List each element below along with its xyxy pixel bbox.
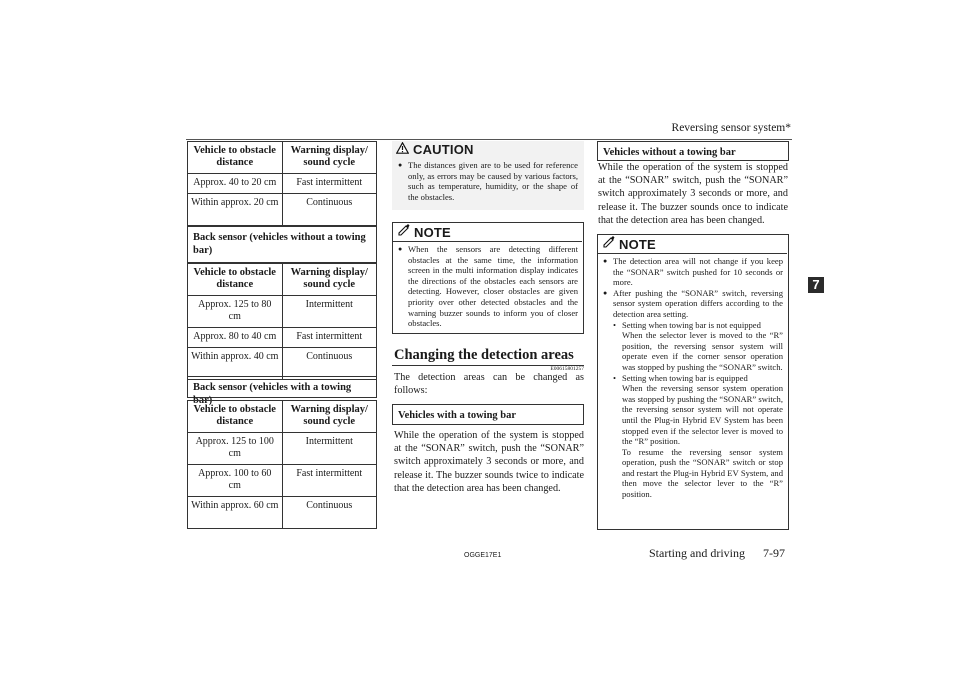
subsection-title-with-tow: Vehicles with a towing bar (392, 404, 584, 425)
note-header-rule (393, 241, 582, 242)
caution-item (392, 158, 584, 202)
table-cell: Continuous (282, 194, 377, 226)
table-back-tow (187, 400, 377, 529)
note-item (393, 241, 583, 329)
sub-item-text: When the selector lever is moved to the “R” position, the reversing sensor system will operate even if the corner sensor operation was stopped by pushing the “SONAR” switch. (622, 330, 783, 372)
table-row (188, 174, 377, 194)
table-cell: Fast intermittent (282, 465, 377, 497)
note-pencil-icon (397, 223, 410, 241)
bullet-icon: ● (603, 288, 608, 297)
note-box-sensors (392, 222, 584, 334)
sub-item-title: Setting when towing bar is equipped (622, 372, 748, 383)
without-tow-text: While the operation of the system is stopped at the “SONAR” switch, push the “SONAR” switch approximately 3 seconds or more, and release it. The buzzer sounds once to indicate that the detection area has been changed. (598, 162, 788, 226)
table-header-row (188, 401, 377, 433)
table-row (188, 194, 377, 226)
column-header: Warning display/ sound cycle (282, 264, 377, 296)
sub-item-text: When the reversing sensor system operation was stopped by pushing the “SONAR” switch, the reversing sensor system will not operate until the Plug-in Hybrid EV System has been stopped even if the selector lever is moved to the “R” position. (622, 383, 783, 447)
table-row (188, 328, 377, 348)
table-cell: Within approx. 20 cm (188, 194, 283, 226)
table-header-row (188, 142, 377, 174)
table-cell: Fast intermittent (282, 328, 377, 348)
table-cell: Fast intermittent (282, 174, 377, 194)
table-row (188, 433, 377, 465)
table-cell: Approx. 125 to 80 cm (188, 296, 283, 328)
bullet-icon: ● (398, 245, 403, 253)
sub-item-title: Setting when towing bar is not equipped (622, 319, 761, 330)
table-cell: Approx. 40 to 20 cm (188, 174, 283, 194)
table-row (188, 497, 377, 529)
column-header: Warning display/ sound cycle (282, 401, 377, 433)
note-label: NOTE (414, 224, 451, 240)
note-item (603, 256, 783, 288)
bullet-icon: ● (603, 257, 608, 265)
table-cell: Intermittent (282, 296, 377, 328)
table-cell: Approx. 125 to 100 cm (188, 433, 283, 465)
sub-item-body (622, 320, 783, 373)
table-row (188, 465, 377, 497)
page-number: 7-97 (763, 546, 785, 560)
chapter-tab: 7 (808, 277, 824, 293)
caution-text: The distances given are to be used for reference only, as errors may be caused by various factors, such as temperature, humidity, or the shape of the obstacles. (408, 160, 578, 202)
table-cell: Within approx. 60 cm (188, 497, 283, 529)
table-row (188, 348, 377, 380)
note-header (598, 235, 788, 253)
bullet-icon: ● (398, 161, 403, 169)
subsection-title-without-tow: Vehicles without a towing bar (597, 141, 789, 161)
footer-code: OGGE17E1 (464, 552, 502, 559)
section-title-back-sensor-no-tow: Back sensor (vehicles without a towing bar) (187, 226, 377, 263)
heading-code: E00615801257 (550, 366, 584, 372)
table-cell: Continuous (282, 497, 377, 529)
section-title-back-sensor-tow: Back sensor (vehicles with a towing bar) (187, 376, 377, 398)
table-cell: Approx. 80 to 40 cm (188, 328, 283, 348)
small-bullet-icon: • (613, 319, 617, 330)
note-list (598, 253, 788, 500)
column-header: Warning display/ sound cycle (282, 142, 377, 174)
note-box-detection (597, 234, 789, 530)
column-header: Vehicle to obstacle distance (188, 142, 283, 174)
note-header-rule (598, 253, 787, 254)
intro-text: The detection areas can be changed as follows: (394, 372, 584, 397)
column-header: Vehicle to obstacle distance (188, 401, 283, 433)
footer-section: Starting and driving (649, 546, 745, 560)
column-header: Vehicle to obstacle distance (188, 264, 283, 296)
note-header (393, 223, 583, 241)
note-pencil-icon (602, 235, 615, 253)
table-back-no-tow (187, 263, 377, 380)
sub-item (613, 320, 783, 373)
table-cell: Approx. 100 to 60 cm (188, 465, 283, 497)
table-front-distances (187, 141, 377, 226)
table-row (188, 296, 377, 328)
caution-label: CAUTION (413, 142, 474, 157)
note-text: When the sensors are detecting different obstacles at the same time, the information screen in the multi information display indicates the directions of the obstacles each sensors are detecting. However, closer obstacles are given priority over other detected obstacles and the warning buzzer sounds to inform you of closer obstacles. (408, 244, 578, 329)
section-heading: Changing the detection areas (394, 347, 574, 363)
running-header: Reversing sensor system* (671, 122, 791, 134)
warning-triangle-icon (396, 141, 409, 159)
header-rule (186, 139, 792, 140)
sub-item (613, 373, 783, 500)
table-cell: Intermittent (282, 433, 377, 465)
note-item (603, 288, 783, 500)
note-item-body (613, 288, 783, 500)
sub-item-body (622, 373, 783, 500)
small-bullet-icon: • (613, 372, 617, 383)
note-text: The detection area will not change if you keep the “SONAR” switch pushed for 10 seconds or more. (613, 256, 783, 288)
note-text: After pushing the “SONAR” switch, reversing sensor system operation differs according to the detection area setting. (613, 287, 783, 319)
caution-header (392, 141, 584, 158)
table-cell: Within approx. 40 cm (188, 348, 283, 380)
table-header-row (188, 264, 377, 296)
table-cell: Continuous (282, 348, 377, 380)
sub-item-text: To resume the reversing sensor system operation, push the “SONAR” switch or stop and restart the Plug-in Hybrid EV System, and then move the selector lever to the “R” position. (622, 446, 783, 500)
caution-box (392, 141, 584, 210)
note-label: NOTE (619, 236, 656, 252)
with-tow-text: While the operation of the system is stopped at the “SONAR” switch, push the “SONAR” switch approximately 3 seconds or more, and release it. The buzzer sounds twice to indicate that the detection area has been changed. (394, 430, 584, 494)
